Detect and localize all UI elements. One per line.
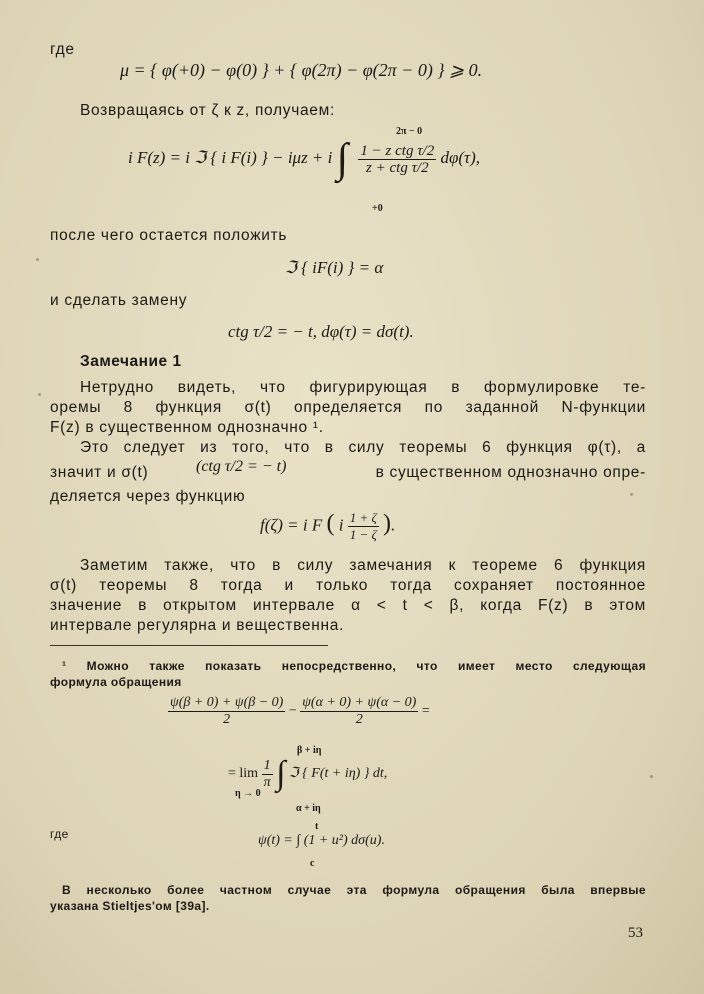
- formula-iF-tail: dφ(τ),: [440, 147, 481, 167]
- formula-f-left: f(ζ) = i F: [260, 515, 323, 535]
- paper-speck: [650, 775, 653, 778]
- formula-mu: μ = { φ(+0) − φ(0) } + { φ(2π) − φ(2π − 0) } ⩾ 0.: [120, 60, 483, 80]
- p2-line2-start: значит и σ(t): [50, 464, 149, 481]
- formula-inversion-top: $\frac{\psi(\beta + 0) + \psi(\beta - 0)}{2}$ − $\frac{\psi(\alpha + 0) + \psi(\alpha - 0)}{2}$ =: [170, 695, 430, 727]
- p3-line3: значение в открытом интервале α < t < β, когда F(z) в этом: [50, 597, 646, 614]
- footnote-last-line2: указана Stieltjes'ом [39a].: [50, 899, 210, 913]
- psi-integral-lower: c: [310, 858, 315, 869]
- footnote-last-line1: В несколько более частном случае эта формула обращения была впервые: [62, 883, 646, 897]
- integral-lower-limit: +0: [372, 203, 383, 214]
- formula-im-condition: ℑ { iF(i) } = α: [285, 258, 384, 277]
- formula-f-denominator: 1 − ζ: [349, 527, 377, 542]
- frac1-denominator: 2: [223, 712, 231, 727]
- integral-upper-limit: 2π − 0: [396, 126, 423, 137]
- footnote-gde: где: [50, 827, 69, 841]
- formula-psi-def: ψ(t) = ∫ (1 + u²) dσ(u).: [258, 833, 385, 848]
- paper-speck: [630, 493, 633, 496]
- integral-2-body: ℑ { F(t + iη) } dt,: [288, 766, 388, 782]
- integral-sign-2: ∫: [276, 755, 286, 792]
- footnote-line2: формула обращения: [50, 675, 182, 689]
- frac2-denominator: 2: [355, 712, 363, 727]
- formula-f-def: f(ζ) = i F ( i $\frac{1 + \zeta}{1 - \zeta}$ ).: [260, 510, 396, 542]
- footnote-line1: ¹ Можно также показать непосредственно, что имеет место следующая: [62, 659, 646, 673]
- p2-line2-end: в существенном однозначно опре-: [375, 464, 646, 481]
- footnote-divider: [50, 645, 328, 646]
- one-over-pi-numerator: 1: [263, 757, 271, 773]
- integral-sign: ∫: [336, 136, 349, 182]
- formula-ctg-inline: (ctg τ/2 = − t): [196, 458, 287, 475]
- p3-line4: интервале регулярна и вещественна.: [50, 617, 345, 634]
- p1-line3: F(z) в существенном однозначно ¹.: [50, 419, 324, 436]
- p3-line2: σ(t) теоремы 8 тогда и только тогда сохраняет постоянное: [50, 577, 646, 594]
- integral-2-lower: α + iη: [296, 803, 321, 814]
- text-and-make: и сделать замену: [50, 292, 188, 309]
- p1-line1: Нетрудно видеть, что фигурирующая в формулировке те-: [80, 379, 646, 396]
- lim-expression: = lim: [228, 766, 259, 782]
- p2-line3: деляется через функцию: [50, 488, 246, 505]
- lim-subscript: η → 0: [235, 788, 261, 799]
- paper-speck: [36, 258, 39, 261]
- formula-iF: [128, 138, 480, 180]
- formula-iF-numerator: 1 − z ctg τ/2: [360, 142, 435, 159]
- text-returning: Возвращаясь от ζ к z, получаем:: [80, 102, 335, 119]
- remark-heading: Замечание 1: [80, 353, 182, 370]
- p3-line1: Заметим также, что в силу замечания к теореме 6 функция: [80, 557, 646, 574]
- formula-iF-denominator: z + ctg τ/2: [366, 159, 429, 176]
- formula-iF-left: i F(z) = i ℑ { i F(i) } − iμz + i: [128, 147, 333, 167]
- text-gde: где: [50, 41, 75, 58]
- p2-line1: Это следует из того, что в силу теоремы 6 функция φ(τ), а: [80, 439, 646, 456]
- p1-line2: оремы 8 функция σ(t) определяется по заданной N-функции: [50, 399, 646, 416]
- formula-inversion-limit: [228, 757, 387, 791]
- frac1-numerator: ψ(β + 0) + ψ(β − 0): [170, 695, 284, 710]
- one-over-pi-denominator: π: [263, 774, 271, 790]
- frac2-numerator: ψ(α + 0) + ψ(α − 0): [302, 695, 417, 710]
- paper-speck: [38, 393, 41, 396]
- text-after: после чего остается положить: [50, 227, 288, 244]
- page-number: 53: [628, 925, 643, 941]
- formula-f-numerator: 1 + ζ: [349, 510, 377, 525]
- formula-substitution: ctg τ/2 = − t, dφ(τ) = dσ(t).: [228, 322, 414, 341]
- psi-integral-upper: t: [315, 821, 319, 832]
- integral-2-upper: β + iη: [297, 745, 322, 756]
